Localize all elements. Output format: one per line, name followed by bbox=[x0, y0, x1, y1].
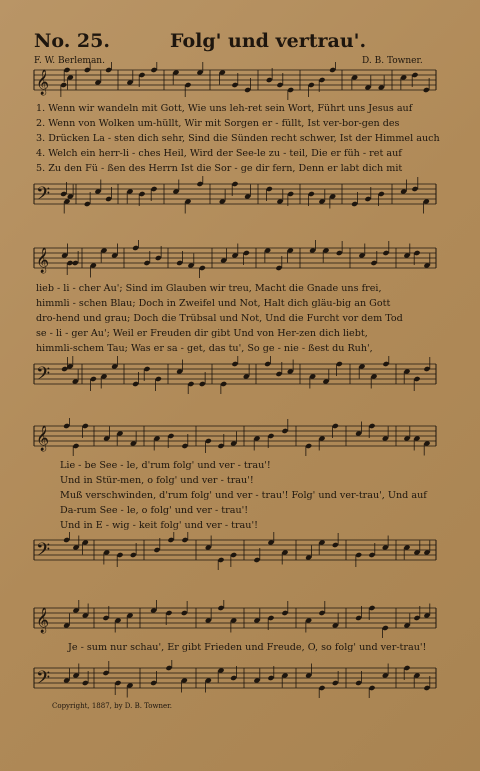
verse-line: himmli - schen Blau; Doch in Zweifel und Not, Halt dich gläu-big an Gott bbox=[36, 298, 391, 309]
verse-line: 2. Wenn von Wolken um-hüllt, Wir mit Sorgen er - füllt, Ist ver-bor-gen des bbox=[36, 118, 400, 129]
treble-staff-4 bbox=[0, 600, 480, 638]
verse-line: lieb - li - cher Au'; Sind im Glauben wir treu, Macht die Gnade uns frei, bbox=[36, 283, 382, 294]
composer-credit: D. B. Towner. bbox=[362, 56, 423, 66]
copyright-notice: Copyright, 1887, by D. B. Towner. bbox=[52, 702, 172, 710]
bass-staff-4 bbox=[0, 660, 480, 698]
clef-icon: 𝄞 bbox=[36, 426, 50, 451]
lyrics-block-4 bbox=[0, 642, 480, 658]
verse-line: Und in E - wig - keit folg' und ver - trau'! bbox=[60, 520, 258, 531]
verse-line: 3. Drücken La - sten dich sehr, Sind die Sünden recht schwer, Ist der Himmel auch bbox=[36, 133, 440, 144]
verse-line: Lie - be See - le, d'rum folg' und ver - trau'! bbox=[60, 460, 271, 471]
verse-line: 1. Wenn wir wandeln mit Gott, Wie uns leh-ret sein Wort, Führt uns Jesus auf bbox=[36, 103, 413, 114]
verse-line: Und in Stür-men, o folg' und ver - trau'! bbox=[60, 475, 254, 486]
clef-icon: 𝄞 bbox=[36, 608, 50, 633]
hymn-number: No. 25. bbox=[34, 30, 110, 52]
bass-staff-1 bbox=[0, 176, 480, 214]
bass-staff-2 bbox=[0, 356, 480, 394]
lyrics-block-3 bbox=[0, 460, 480, 540]
treble-staff-3 bbox=[0, 418, 480, 456]
verse-line: Je - sum nur schau', Er gibt Frieden und Freude, O, so folg' und ver-trau'! bbox=[68, 642, 427, 653]
lyrics-block-2 bbox=[0, 283, 480, 363]
treble-staff-1 bbox=[0, 62, 480, 100]
clef-icon: 𝄢 bbox=[36, 184, 51, 209]
verse-line: Muß verschwinden, d'rum folg' und ver - trau'! Folg' und ver-trau', Und auf bbox=[60, 490, 427, 501]
hymn-title: Folg' und vertrau'. bbox=[170, 30, 367, 52]
verse-line: dro-hend und grau; Doch die Trübsal und Not, Und die Furcht vor dem Tod bbox=[36, 313, 403, 324]
bass-staff-3 bbox=[0, 532, 480, 570]
clef-icon: 𝄢 bbox=[36, 540, 51, 565]
verse-line: Da-rum See - le, o folg' und ver - trau'! bbox=[60, 505, 249, 516]
clef-icon: 𝄞 bbox=[36, 248, 50, 273]
verse-line: himmli-schem Tau; Was er sa - get, das tu', So ge - nie - ßest du Ruh', bbox=[36, 343, 373, 354]
verse-line: 5. Zu den Fü - ßen des Herrn Ist die Sor - ge dir fern, Denn er labt dich mit bbox=[36, 163, 403, 174]
lyricist-credit: F. W. Berleman. bbox=[34, 56, 105, 66]
verse-line: se - li - ger Au'; Weil er Freuden dir gibt Und von Her-zen dich liebt, bbox=[36, 328, 368, 339]
treble-staff-2 bbox=[0, 240, 480, 278]
clef-icon: 𝄢 bbox=[36, 668, 51, 693]
clef-icon: 𝄢 bbox=[36, 364, 51, 389]
lyrics-block-1 bbox=[0, 103, 480, 183]
clef-icon: 𝄞 bbox=[36, 70, 50, 95]
verse-line: 4. Welch ein herr-li - ches Heil, Wird der See-le zu - teil, Die er füh - ret auf bbox=[36, 148, 402, 159]
